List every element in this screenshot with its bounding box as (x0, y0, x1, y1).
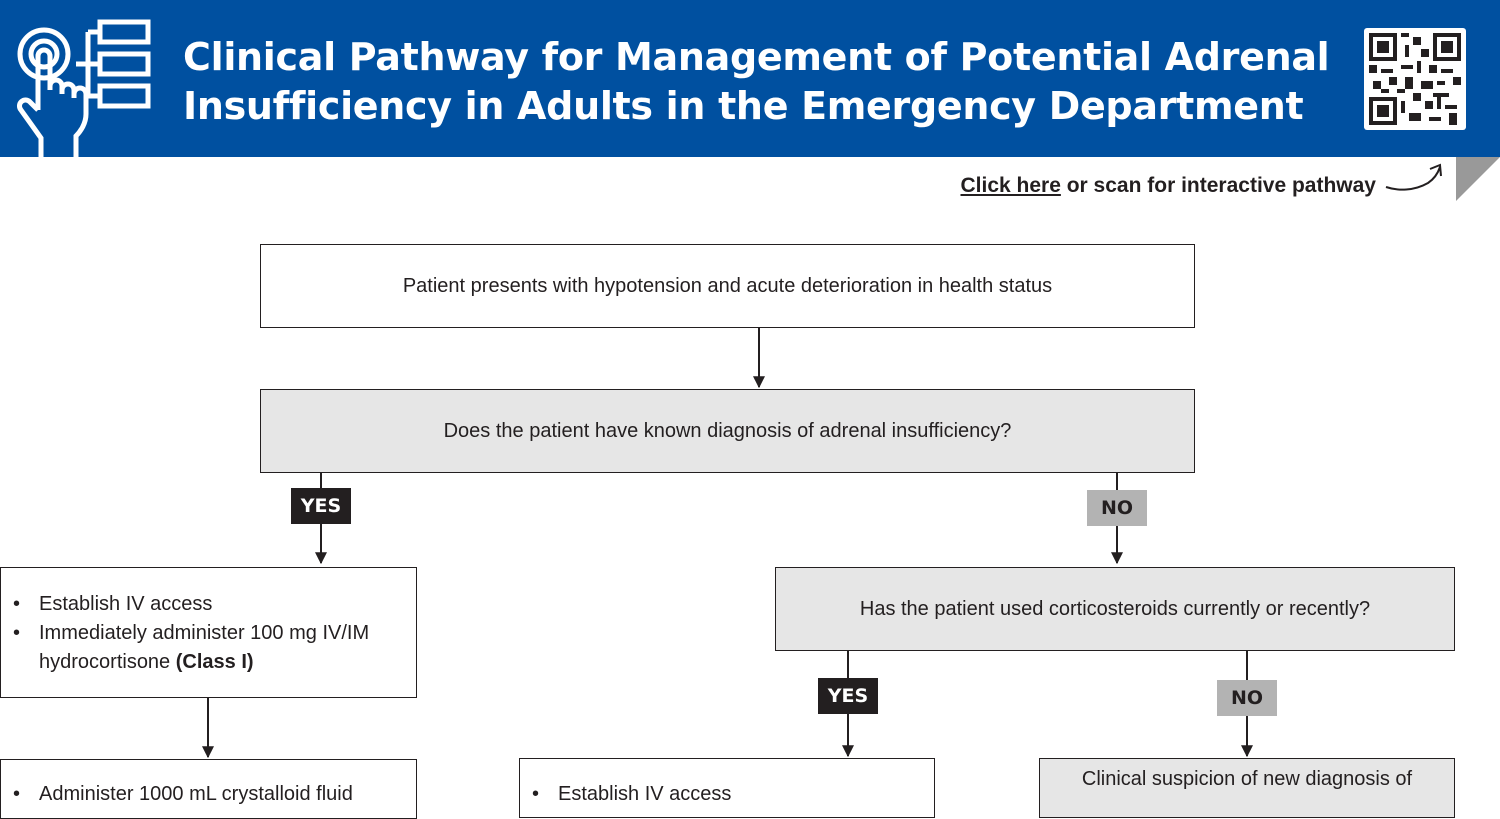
yes-action-box (0, 567, 417, 698)
list-item: • Establish IV access (39, 590, 416, 619)
yes-label: YES (291, 488, 351, 524)
list-item: • Administer 1000 mL crystalloid fluid (39, 780, 416, 809)
start-node-text: Patient presents with hypotension and acute deterioration in health status (402, 274, 1053, 297)
start-node (260, 244, 1195, 328)
click-here-link[interactable]: Click here (960, 174, 1061, 197)
title-line-2: Insufficiency in Adults in the Emergency Department (183, 84, 1304, 128)
yes-action-list (1, 590, 416, 677)
decision-known-adrenal-insufficiency (260, 389, 1195, 473)
no-label: NO (1217, 680, 1277, 716)
new-diagnosis-suspicion-box (1039, 758, 1455, 818)
no-label: NO (1087, 490, 1147, 526)
decision-text: Does the patient have known diagnosis of adrenal insufficiency? (443, 419, 1012, 442)
yes-label: YES (818, 678, 878, 714)
fluid-action-box (0, 759, 417, 819)
steroid-yes-action-box (519, 758, 935, 818)
list-item: • Immediately administer 100 mg IV/IM hydrocortisone (Class I) (39, 619, 416, 677)
title-line-1: Clinical Pathway for Management of Potential Adrenal (183, 35, 1330, 79)
class-label: (Class I) (175, 651, 254, 673)
list-item: • Establish IV access (558, 780, 934, 809)
suspicion-text: Clinical suspicion of new diagnosis of (1081, 768, 1413, 790)
decision-text: Has the patient used corticosteroids currently or recently? (859, 597, 1371, 620)
decision-corticosteroid-use (775, 567, 1455, 651)
scan-text: or scan for interactive pathway (1066, 174, 1376, 197)
